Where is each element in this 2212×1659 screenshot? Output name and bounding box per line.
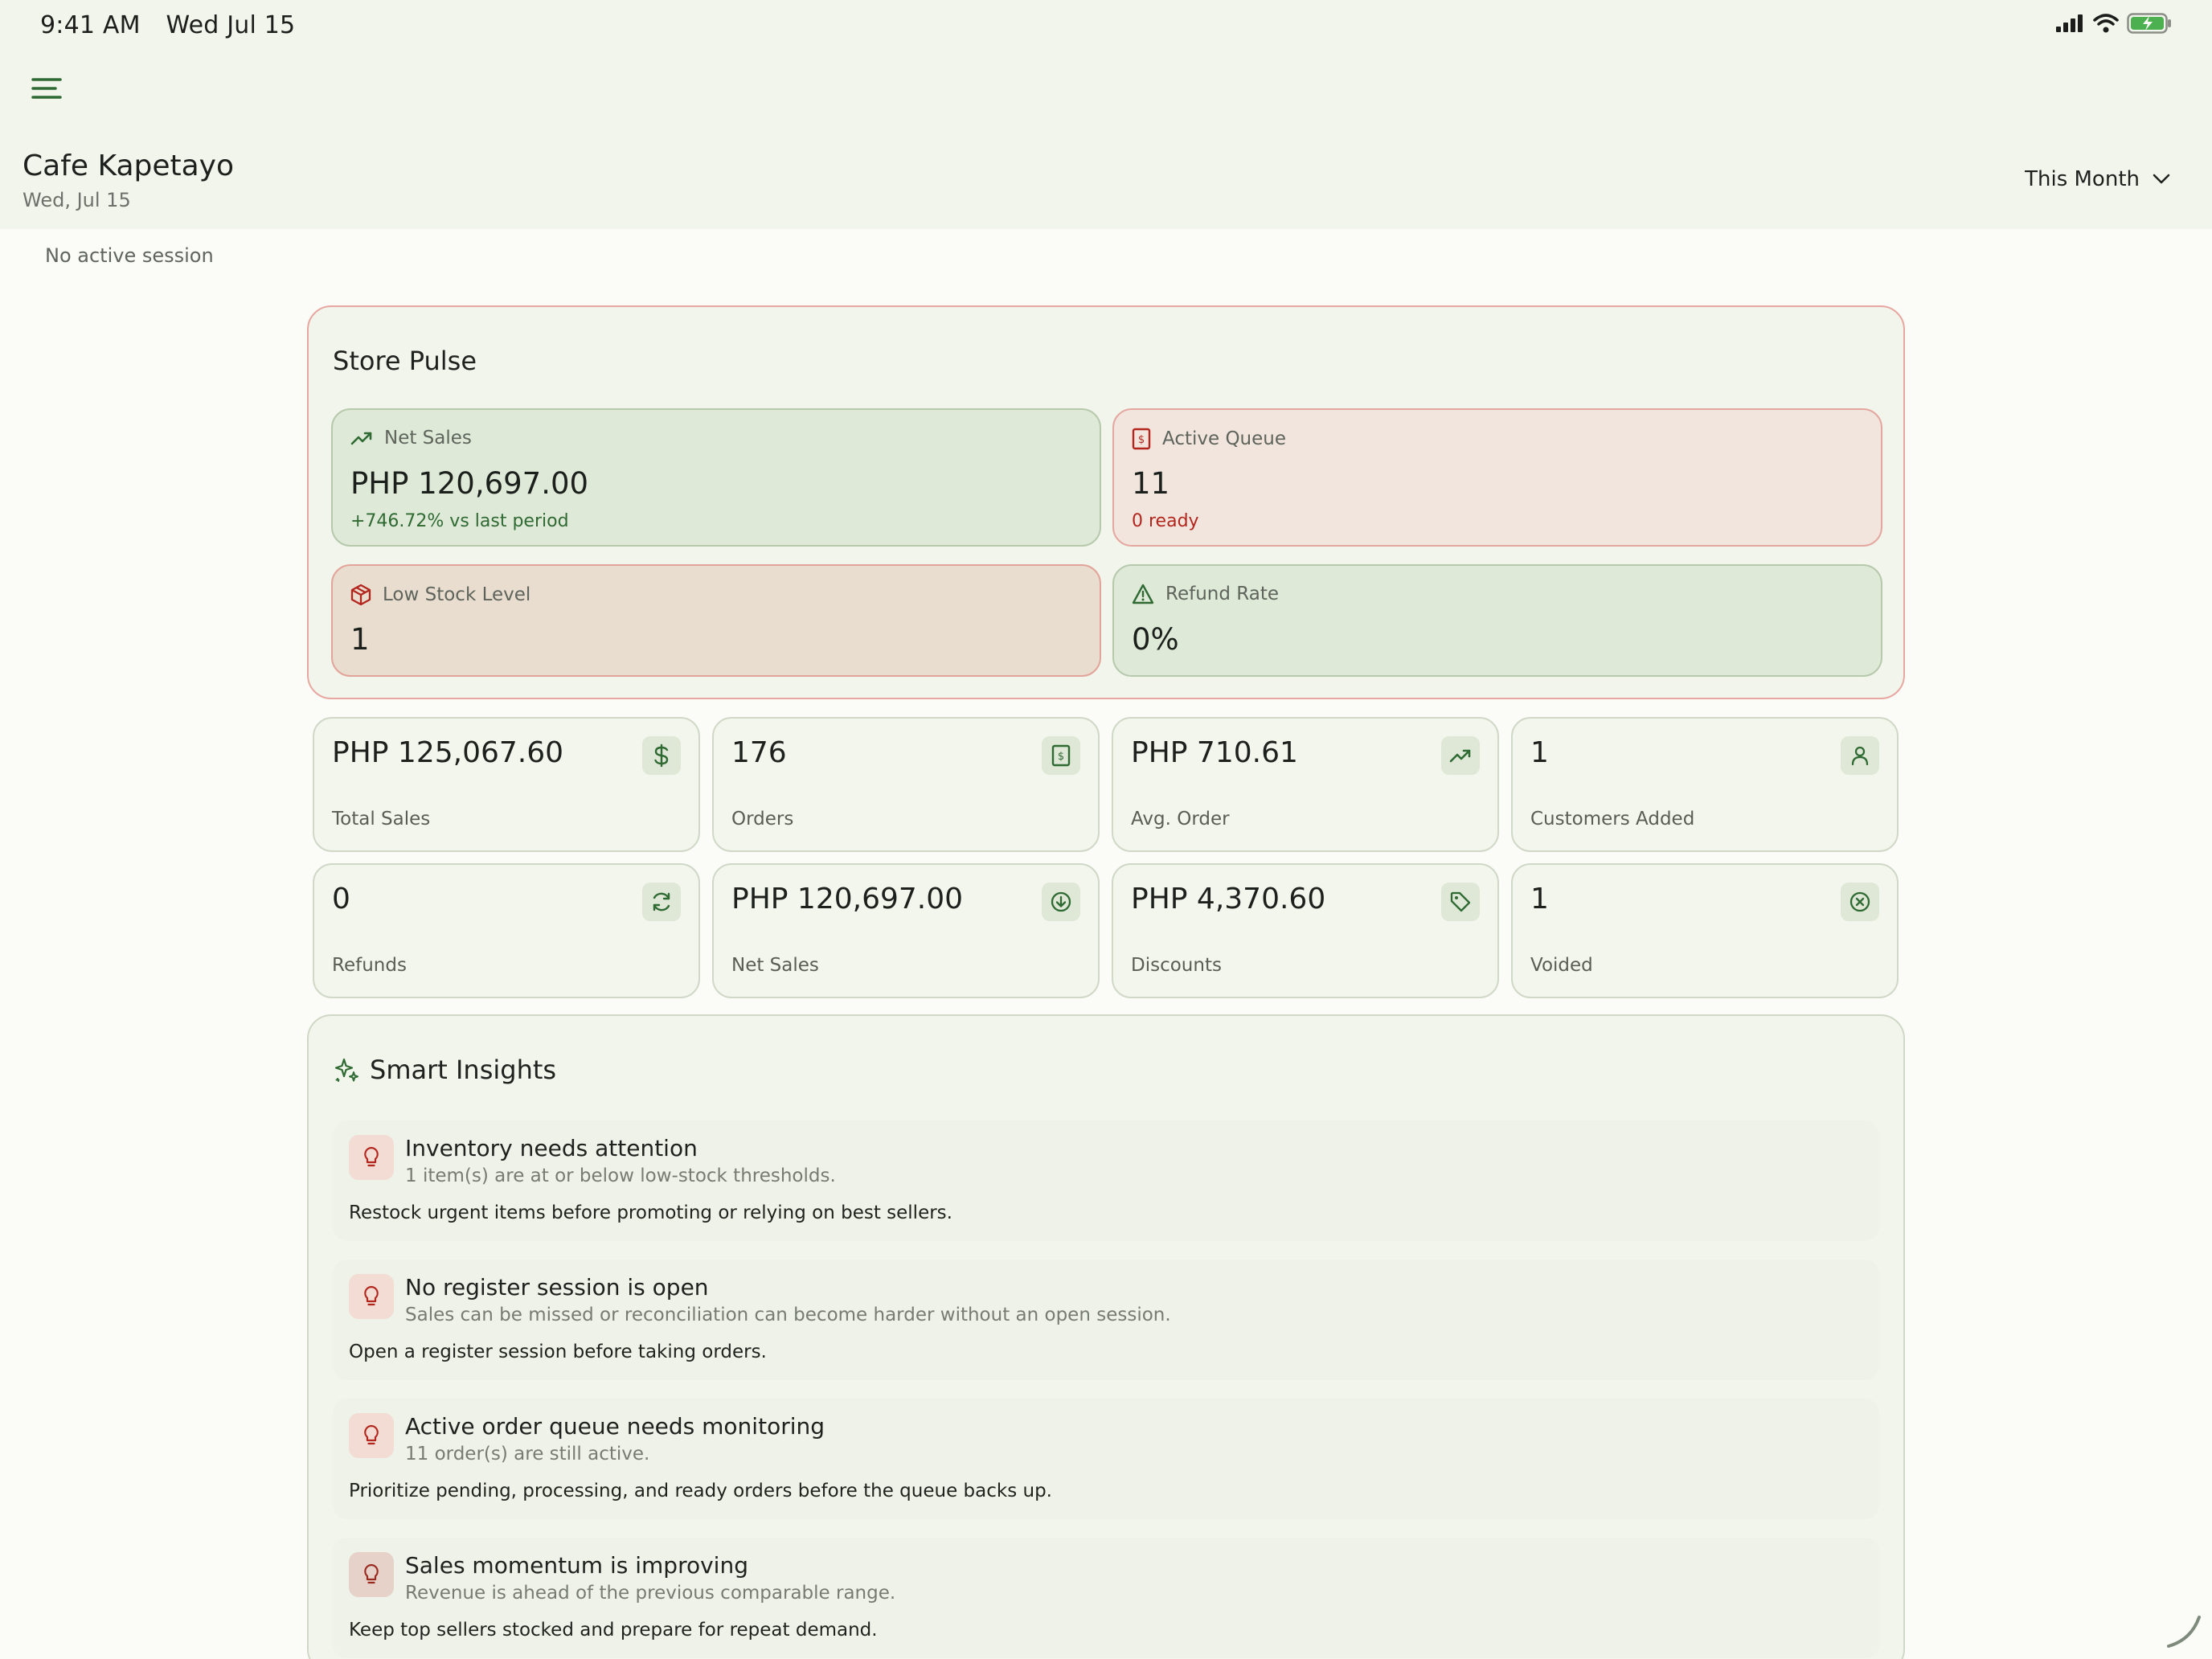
top-bar [0, 0, 2212, 229]
pulse-card-value: PHP 120,697.00 [350, 466, 589, 501]
pulse-card-value: 11 [1132, 466, 1170, 501]
lightbulb-icon [362, 1423, 381, 1448]
date-range-value: This Month [2025, 167, 2140, 191]
signal-icon [2056, 14, 2085, 32]
pulse-card-label: Active Queue [1162, 428, 1287, 449]
pulse-card-label: Net Sales [384, 428, 472, 449]
insight-icon-box [349, 1413, 394, 1458]
svg-text:$: $ [1137, 434, 1145, 446]
pulse-card-sub: 0 ready [1132, 511, 1199, 531]
stat-card-total-sales[interactable] [313, 717, 700, 852]
pulse-card-refund-rate[interactable] [1112, 564, 1882, 677]
stat-icon-box [642, 736, 681, 775]
insight-description: Sales can be missed or reconciliation can become harder without an open session. [405, 1305, 1171, 1325]
insight-action: Keep top sellers stocked and prepare for repeat demand. [349, 1620, 878, 1641]
sparkles-icon [333, 1056, 360, 1083]
pulse-card-header [350, 584, 530, 606]
x-circle-icon [1849, 891, 1871, 913]
insight-description: 1 item(s) are at or below low-stock thresholds. [405, 1165, 836, 1186]
pulse-card-label: Refund Rate [1165, 584, 1279, 604]
status-bar-time [40, 11, 313, 39]
insight-icon-box [349, 1552, 394, 1597]
insight-title: No register session is open [405, 1274, 709, 1301]
pulse-card-sub: +746.72% vs last period [350, 511, 569, 531]
store-date: Wed, Jul 15 [23, 189, 131, 211]
wifi-icon [2093, 14, 2119, 33]
date-range-select[interactable] [2025, 167, 2170, 191]
stat-value: PHP 125,067.60 [332, 736, 564, 769]
stat-value: 0 [332, 883, 350, 916]
package-icon [350, 584, 371, 606]
stat-label: Refunds [332, 955, 407, 976]
receipt-icon [1051, 744, 1071, 767]
stat-card-avg-order[interactable] [1112, 717, 1499, 852]
trending-up-icon [1449, 748, 1472, 764]
lightbulb-icon [362, 1284, 381, 1309]
pulse-card-header [1132, 584, 1279, 604]
insight-item[interactable] [333, 1538, 1879, 1658]
pulse-card-value: 0% [1132, 622, 1179, 657]
stat-icon-box [1841, 736, 1879, 775]
stat-value: PHP 710.61 [1131, 736, 1298, 769]
pulse-card-active-queue[interactable] [1112, 408, 1882, 547]
lightbulb-icon [362, 1563, 381, 1587]
user-icon [1850, 745, 1870, 766]
stat-icon-box [1441, 736, 1480, 775]
stat-icon-box [1042, 883, 1080, 921]
battery-icon [2127, 13, 2172, 34]
pulse-card-net-sales[interactable] [331, 408, 1101, 547]
insight-action: Open a register session before taking orders. [349, 1342, 767, 1362]
pulse-card-value: 1 [350, 622, 370, 657]
svg-text:$: $ [1057, 751, 1065, 763]
smart-insights-panel [307, 1014, 1905, 1659]
stat-value: 176 [731, 736, 787, 769]
stat-label: Total Sales [332, 809, 431, 830]
insight-title: Inventory needs attention [405, 1135, 698, 1161]
trending-up-icon [350, 430, 373, 446]
stat-card-net-sales[interactable] [712, 863, 1100, 998]
smart-insights-header [333, 1055, 556, 1085]
stat-card-orders[interactable] [712, 717, 1100, 852]
stat-label: Discounts [1131, 955, 1222, 976]
stat-value: PHP 4,370.60 [1131, 883, 1326, 916]
status-icons [2056, 13, 2172, 34]
insight-icon-box [349, 1274, 394, 1319]
store-pulse-title: Store Pulse [333, 346, 477, 376]
chevron-down-icon [2153, 174, 2170, 185]
insight-item[interactable] [333, 1399, 1879, 1519]
menu-button[interactable] [31, 76, 66, 108]
stat-label: Voided [1530, 955, 1593, 976]
stat-label: Net Sales [731, 955, 819, 976]
pulse-card-low-stock[interactable] [331, 564, 1101, 677]
status-date: Wed Jul 15 [166, 11, 296, 39]
stat-card-customers-added[interactable] [1511, 717, 1899, 852]
stat-value: 1 [1530, 883, 1549, 916]
stat-label: Customers Added [1530, 809, 1695, 830]
stat-value: 1 [1530, 736, 1549, 769]
stat-card-voided[interactable] [1511, 863, 1899, 998]
insight-description: Revenue is ahead of the previous comparable range. [405, 1583, 896, 1604]
store-pulse-panel [307, 305, 1905, 699]
scroll-indicator-icon [2162, 1611, 2202, 1651]
status-time: 9:41 AM [40, 11, 141, 39]
warning-icon [1132, 584, 1154, 604]
pulse-card-header [350, 428, 472, 449]
stat-label: Avg. Order [1131, 809, 1230, 830]
store-name: Cafe Kapetayo [23, 150, 235, 182]
stat-icon-box [1042, 736, 1080, 775]
insight-description: 11 order(s) are still active. [405, 1444, 650, 1464]
receipt-icon [1132, 428, 1151, 450]
stat-card-discounts[interactable] [1112, 863, 1499, 998]
session-status: No active session [45, 244, 214, 267]
stat-icon-box [1841, 883, 1879, 921]
stat-label: Orders [731, 809, 794, 830]
stat-card-refunds[interactable] [313, 863, 700, 998]
insight-title: Sales momentum is improving [405, 1552, 748, 1579]
stat-icon-box [642, 883, 681, 921]
tag-icon [1449, 891, 1472, 913]
lightbulb-icon [362, 1145, 381, 1169]
stat-icon-box [1441, 883, 1480, 921]
refresh-icon [650, 891, 673, 913]
insight-item[interactable] [333, 1260, 1879, 1380]
smart-insights-title: Smart Insights [370, 1055, 557, 1085]
stat-value: PHP 120,697.00 [731, 883, 964, 916]
hamburger-icon [31, 76, 63, 101]
insight-item[interactable] [333, 1120, 1879, 1241]
arrow-down-circle-icon [1050, 891, 1072, 913]
pulse-card-header [1132, 428, 1286, 450]
insight-title: Active order queue needs monitoring [405, 1413, 825, 1440]
insight-action: Restock urgent items before promoting or relying on best sellers. [349, 1202, 952, 1223]
insight-action: Prioritize pending, processing, and ready orders before the queue backs up. [349, 1481, 1052, 1501]
pulse-card-label: Low Stock Level [383, 584, 531, 605]
insight-icon-box [349, 1135, 394, 1180]
dollar-icon [652, 743, 671, 768]
